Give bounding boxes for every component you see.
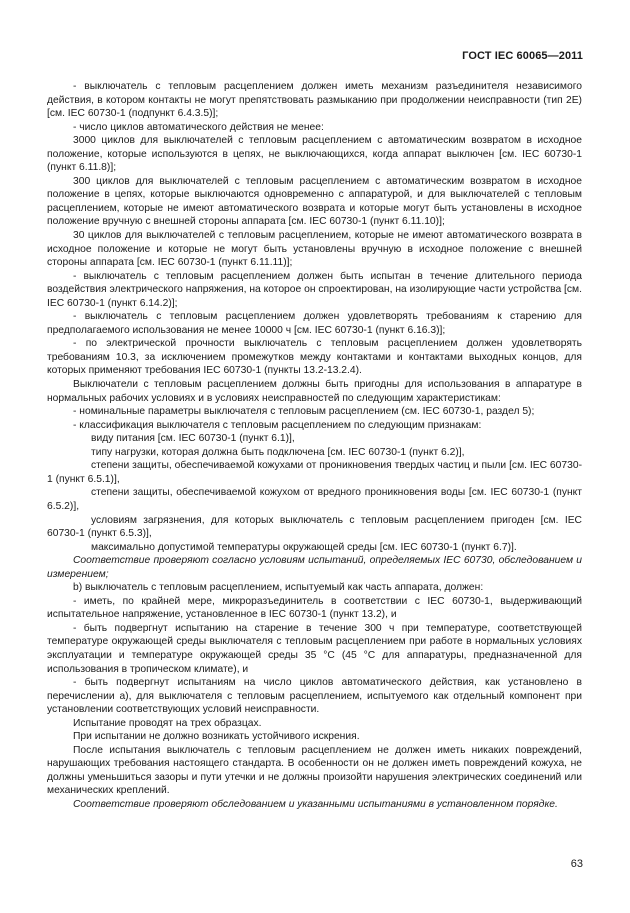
paragraph: b) выключатель с тепловым расцеплением, испытуемый как часть аппарата, должен:: [73, 582, 484, 594]
paragraph: Соответствие проверяют обследованием и указанными испытаниями в установленном порядке.: [73, 798, 558, 810]
paragraph: - быть подвергнут испытанию на старение в течение 300 ч при температуре, соответствующей температуре окружающей среды выключателя с тепловым расцеплением при работе в нормальных условиях эксплуатации и температуре окружающей среды 35 °С (45 °С для аппаратуры, предназначенной для использования в тропическом климате), и: [47, 622, 582, 675]
paragraph: При испытании не должно возникать устойчивого искрения.: [73, 731, 360, 743]
paragraph: виду питания [см. IEC 60730-1 (пункт 6.1)],: [91, 433, 295, 445]
page-header: ГОСТ IEC 60065—2011: [462, 50, 583, 62]
paragraph: После испытания выключатель с тепловым расцеплением не должен иметь никаких повреждений, нарушающих требования настоящего стандарта. В особенности он не должен иметь повреждений кожуха, не должны уменьшиться зазоры и пути утечки и не должны произойти нарушения электрических соединений или механических креплений.: [47, 744, 582, 797]
paragraph: - число циклов автоматического действия не менее:: [73, 121, 324, 133]
paragraph: - по электрической прочности выключатель с тепловым расцеплением должен удовлетворять требованиям 10.3, за исключением промежутков между контактами и контактами выходных концов, для которых применяют требования IEC 60730-1 (пункты 13.2-13.2.4).: [47, 338, 582, 377]
page-number: 63: [570, 858, 583, 870]
paragraph: 3000 циклов для выключателей с тепловым расцеплением с автоматическим возвратом в исходное положение, которые используются в цепях, не выключающихся, когда аппарат выключен [см. IEC 60730-1 (пункт 6.11.8)];: [47, 135, 582, 174]
paragraph: Соответствие проверяют согласно условиям испытаний, определяемых IEC 60730, обследованием и измерением;: [47, 555, 582, 580]
paragraph: Выключатели с тепловым расцеплением должны быть пригодны для использования в аппаратуре в нормальных рабочих условиях и в условиях неисправностей по следующим характеристикам:: [47, 379, 582, 404]
paragraph: 300 циклов для выключателей с тепловым расцеплением с автоматическим возвратом в исходное положение в цепях, которые выключаются одновременно с аппаратурой, и для выключателей с тепловым расцеплением, которые не имеют автоматического возврата и которые могут быть установлены в исходное положение вручную с внешней стороны аппарата [см. IEC 60730-1 (пункт 6.11.10)];: [47, 175, 582, 228]
paragraph: степени защиты, обеспечиваемой кожухом от вредного проникновения воды [см. IEC 60730-1 (пункт 6.5.2)],: [47, 487, 582, 512]
paragraph: - выключатель с тепловым расцеплением должен удовлетворять требованиям к старению для предполагаемого использования не менее 10000 ч [см. IEC 60730-1 (пункт 6.16.3)];: [47, 311, 582, 336]
paragraph: - классификация выключателя с тепловым расцеплением по следующим признакам:: [73, 419, 482, 431]
paragraph: - иметь, по крайней мере, микроразъединитель в соответствии с IEC 60730-1, выдерживающий испытательное напряжение, установленное в IEC 60730-1 (пункт 13.2), и: [47, 595, 582, 621]
paragraph: типу нагрузки, которая должна быть подключена [см. IEC 60730-1 (пункт 6.2)],: [91, 446, 465, 458]
paragraph: условиям загрязнения, для которых выключатель с тепловым расцеплением пригоден [см. IEC 60730-1 (пункт 6.5.3)],: [47, 514, 582, 540]
paragraph: 30 циклов для выключателей с тепловым расцеплением, которые не имеют автоматического возврата в исходное положение и которые не могут быть установлены вручную в исходное положение с внешней стороны аппарата [см. IEC 60730-1 (пункт 6.11.11)];: [47, 230, 582, 269]
paragraph: - быть подвергнут испытаниям на число циклов автоматического действия, как установлено в перечислении а), для выключателя с тепловым расцеплением, испытуемого как отдельный компонент при установлении соответствующих условий неисправности.: [47, 677, 582, 716]
paragraph: - выключатель с тепловым расцеплением должен быть испытан в течение длительного периода воздействия электрического напряжения, на которое он спроектирован, на изолирующие части устройства [см. IEC 60730-1 (пункт 6.14.2)];: [47, 270, 582, 309]
paragraph: - номинальные параметры выключателя с тепловым расцеплением (см. IEC 60730-1, раздел 5);: [73, 406, 535, 418]
paragraph: Испытание проводят на трех образцах.: [73, 717, 262, 729]
paragraph: - выключатель с тепловым расцеплением должен иметь механизм разъединителя независимого действия, в котором контакты не могут препятствовать размыканию при продолжении неисправности (тип 2E) [см. IEC 60730-1 (подпункт 6.4.3.5)];: [47, 81, 582, 120]
document-body: [47, 80, 582, 812]
paragraph: максимально допустимой температуры окружающей среды [см. IEC 60730-1 (пункт 6.7)].: [91, 541, 517, 553]
paragraph: степени защиты, обеспечиваемой кожухами от проникновения твердых частиц и пыли [см. IEC 60730-1 (пункт 6.5.1)],: [47, 460, 582, 485]
